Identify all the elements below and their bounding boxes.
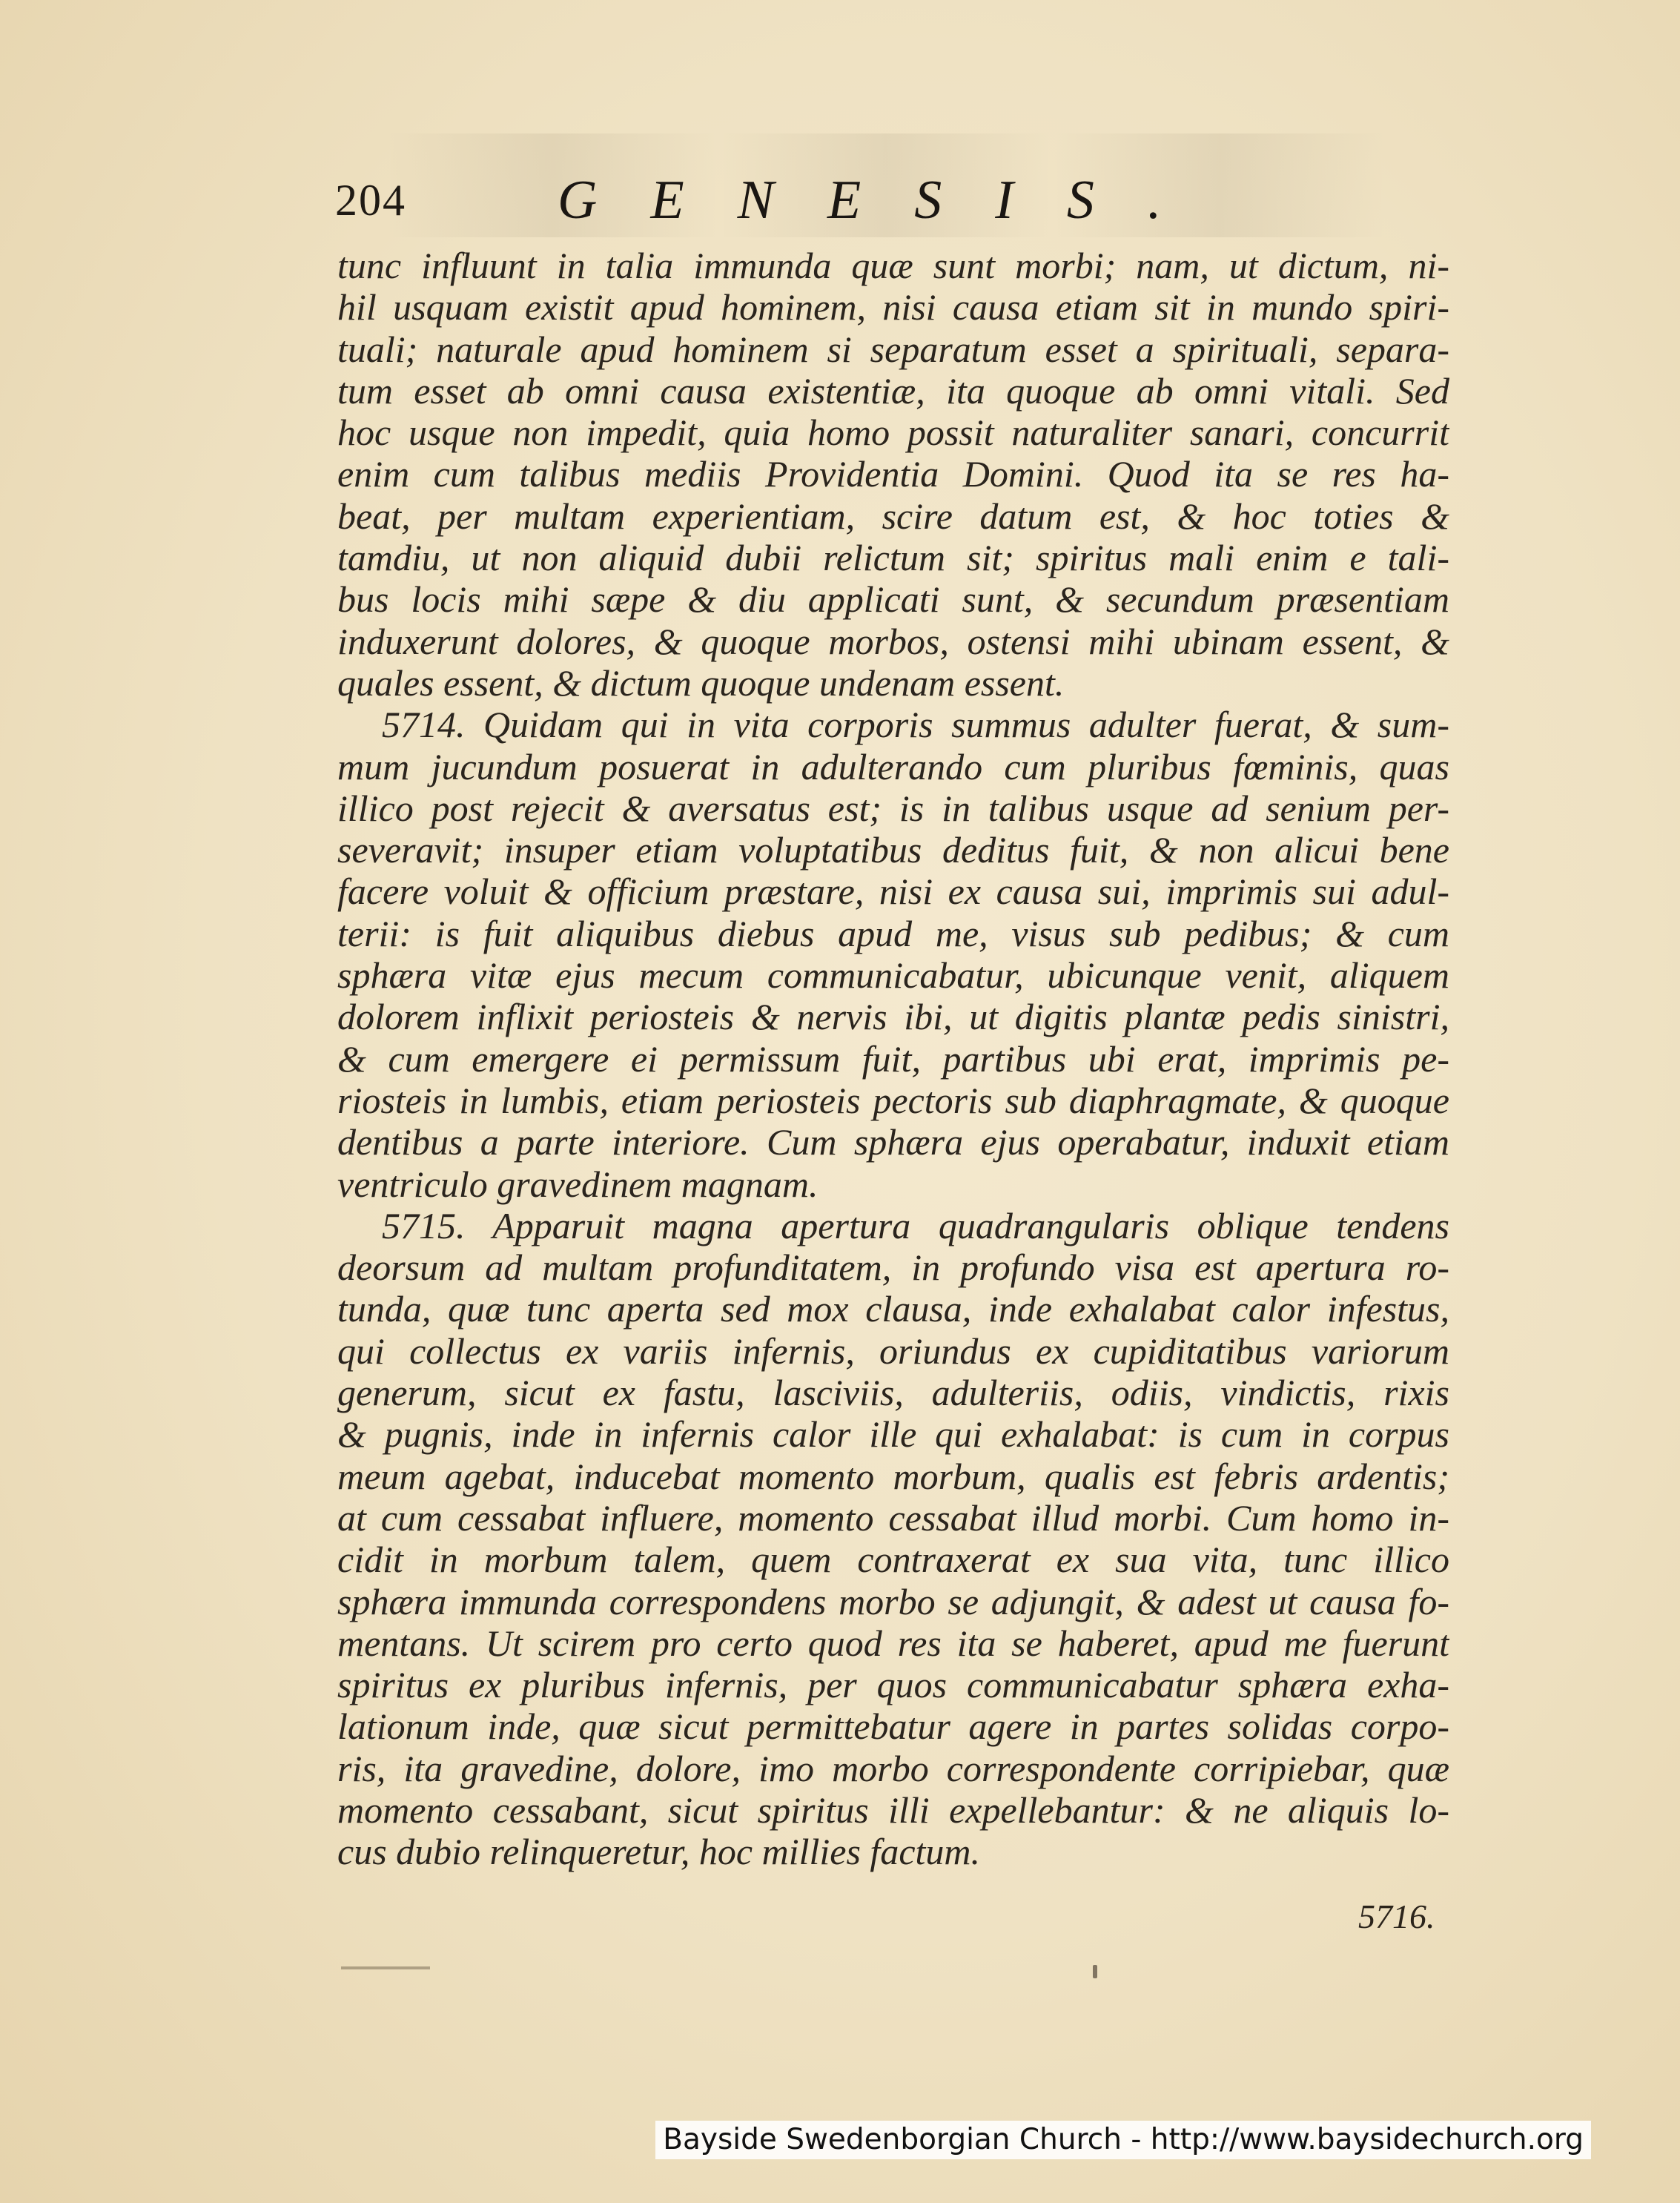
text-line: tunda, quæ tunc aperta sed mox clausa, inde exhalabat calor infestus, xyxy=(337,1288,1449,1330)
text-line: enim cum talibus mediis Providentia Domini. Quod ita se res ha- xyxy=(337,453,1449,495)
body-text xyxy=(337,245,1449,1873)
text-line: dentibus a parte interiore. Cum sphæra ejus operabatur, induxit etiam xyxy=(337,1121,1449,1163)
text-line: dolorem inflixit periosteis & nervis ibi, ut digitis plantæ pedis sinistri, xyxy=(337,996,1449,1038)
text-line: & pugnis, inde in infernis calor ille qui exhalabat: is cum in corpus xyxy=(337,1413,1449,1456)
text-line: tamdiu, ut non aliquid dubii relictum sit; spiritus mali enim e tali- xyxy=(337,537,1449,579)
text-line: ris, ita gravedine, dolore, imo morbo correspondente corripiebar, quæ xyxy=(337,1747,1449,1789)
ink-mark xyxy=(341,1958,430,1969)
text-line: sphæra immunda correspondens morbo se adjungit, & adest ut causa fo- xyxy=(337,1580,1449,1622)
text-line: illico post rejecit & aversatus est; is in talibus usque ad senium per- xyxy=(337,787,1449,829)
text-line: mum jucundum posuerat in adulterando cum pluribus fœminis, quas xyxy=(337,745,1449,787)
text-line: induxerunt dolores, & quoque morbos, ostensi mihi ubinam essent, & xyxy=(337,620,1449,662)
text-line: riosteis in lumbis, etiam periosteis pectoris sub diaphragmate, & quoque xyxy=(337,1079,1449,1121)
text-line: quales essent, & dictum quoque undenam essent. xyxy=(337,661,1065,704)
text-line: terii: is fuit aliquibus diebus apud me, visus sub pedibus; & cum xyxy=(337,912,1449,954)
text-line: deorsum ad multam profunditatem, in profundo visa est apertura ro- xyxy=(337,1246,1449,1289)
text-line: cus dubio relinqueretur, hoc millies factum. xyxy=(337,1831,981,1873)
text-line: tum esset ab omni causa existentiæ, ita quoque ab omni vitali. Sed xyxy=(337,369,1449,412)
text-line: momento cessabant, sicut spiritus illi expellebantur: & ne aliquis lo- xyxy=(337,1789,1449,1831)
ink-mark xyxy=(1093,1965,1097,1978)
page-header xyxy=(335,171,1254,230)
text-line: qui collectus ex variis infernis, oriundus ex cupiditatibus variorum xyxy=(337,1330,1449,1372)
text-line: cidit in morbum talem, quem contraxerat ex sua vita, tunc illico xyxy=(337,1539,1449,1581)
text-line: bus locis mihi sæpe & diu applicati sunt, & secundum præsentiam xyxy=(337,578,1449,621)
text-line: 5715. Apparuit magna apertura quadrangularis oblique tendens xyxy=(382,1204,1449,1246)
watermark-caption: Bayside Swedenborgian Church - http://www.baysidechurch.org xyxy=(655,2121,1591,2159)
text-line: facere voluit & officium præstare, nisi ex causa sui, imprimis sui adul- xyxy=(337,871,1449,913)
text-line: severavit; insuper etiam voluptatibus deditus fuit, & non alicui bene xyxy=(337,829,1449,871)
text-line: generum, sicut ex fastu, lasciviis, adulteriis, odiis, vindictis, rixis xyxy=(337,1372,1449,1414)
text-line: beat, per multam experientiam, scire datum est, & hoc toties & xyxy=(337,495,1449,537)
text-line: spiritus ex pluribus infernis, per quos communicabatur sphæra exha- xyxy=(337,1664,1449,1706)
text-line: & cum emergere ei permissum fuit, partibus ubi erat, imprimis pe- xyxy=(337,1037,1449,1080)
text-line: sphæra vitæ ejus mecum communicabatur, ubicunque venit, aliquem xyxy=(337,954,1449,997)
text-line: lationum inde, quæ sicut permittebatur agere in partes solidas corpo- xyxy=(337,1705,1449,1748)
catchword: 5716. xyxy=(1358,1898,1435,1935)
text-line: 5714. Quidam qui in vita corporis summus adulter fuerat, & sum- xyxy=(382,704,1449,746)
text-line: hil usquam existit apud hominem, nisi causa etiam sit in mundo spiri- xyxy=(337,286,1449,328)
text-line: tuali; naturale apud hominem si separatum esset a spirituali, separa- xyxy=(337,328,1449,370)
running-title: GENESIS. xyxy=(558,170,1215,231)
text-line: hoc usque non impedit, quia homo possit naturaliter sanari, concurrit xyxy=(337,412,1449,454)
text-line: at cum cessabat influere, momento cessabat illud morbi. Cum homo in- xyxy=(337,1496,1449,1539)
text-line: tunc influunt in talia immunda quæ sunt morbi; nam, ut dictum, ni- xyxy=(337,245,1449,286)
text-line: ventriculo gravedinem magnam. xyxy=(337,1163,818,1205)
text-line: meum agebat, inducebat momento morbum, qualis est febris ardentis; xyxy=(337,1455,1449,1497)
text-line: mentans. Ut scirem pro certo quod res ita se haberet, apud me fuerunt xyxy=(337,1622,1449,1664)
page-number: 204 xyxy=(335,176,406,225)
